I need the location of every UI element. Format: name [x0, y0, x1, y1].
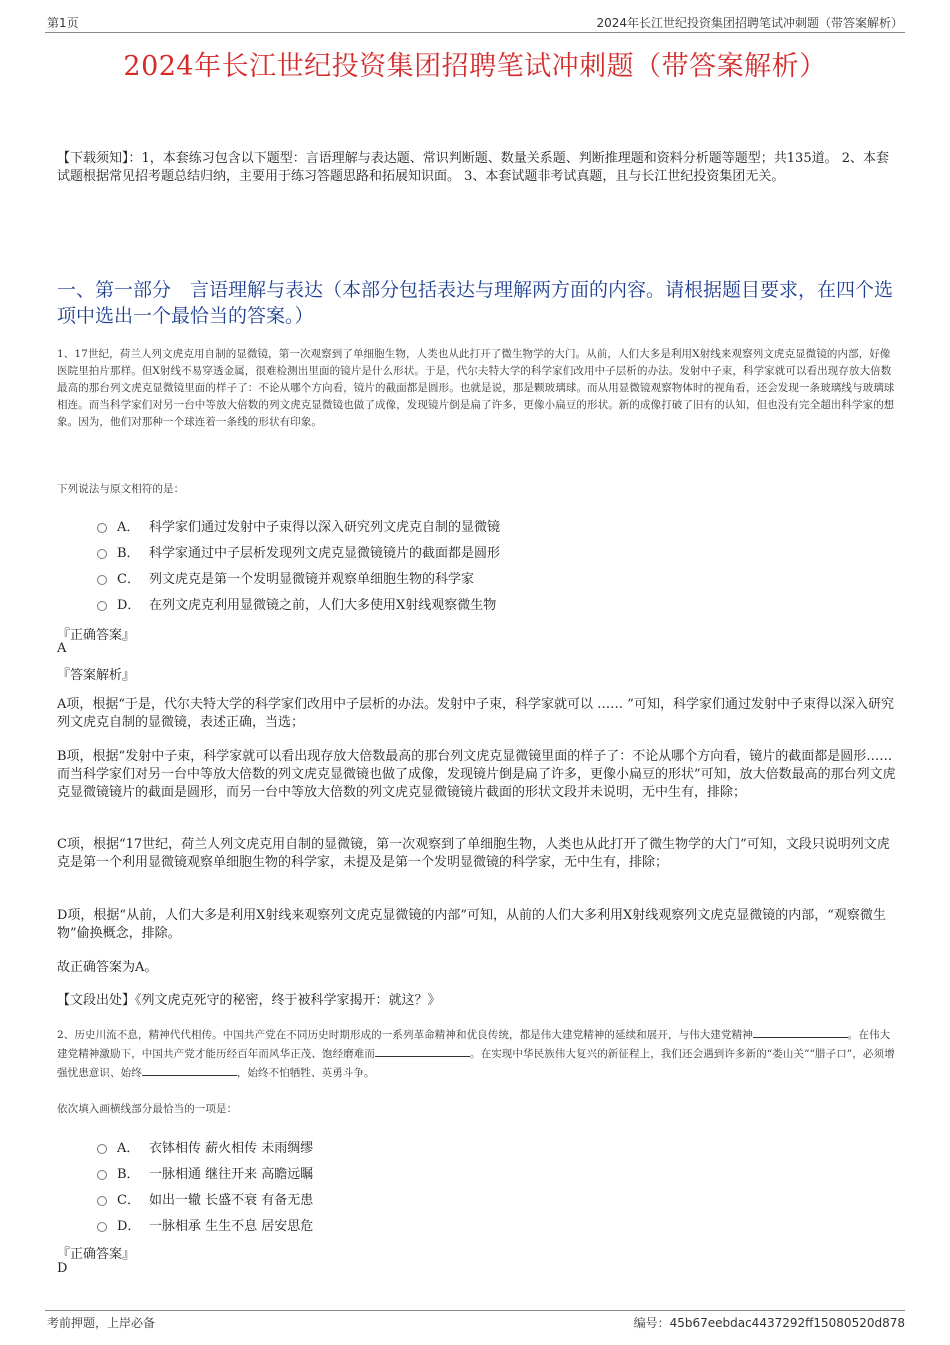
footer-slogan: 考前押题，上岸必备	[47, 1316, 156, 1330]
option-text: 列文虎克是第一个发明显微镜并观察单细胞生物的科学家	[149, 572, 475, 587]
q1-analysis-c: C项，根据“17世纪，荷兰人列文虎克用自制的显微镜，第一次观察到了单细胞生物，人类也从此打开了微生物学的大门”可知，文段只说明列文虎克是第一个利用显微镜观察单细胞生物的科学家，未提及是第一个发明显微镜的科学家，无中生有，排除；	[57, 837, 890, 870]
radio-icon[interactable]	[97, 575, 107, 585]
q1-option-d[interactable]	[97, 594, 496, 613]
radio-icon[interactable]	[97, 601, 107, 611]
radio-icon[interactable]	[97, 523, 107, 533]
page-title: 2024年长江世纪投资集团招聘笔试冲刺题（带答案解析）	[123, 51, 827, 82]
q1-analysis-label: 『答案解析』	[57, 668, 136, 683]
footer-code-label: 编号：	[633, 1316, 670, 1330]
q2-prompt: 依次填入画横线部分最恰当的一项是：	[57, 1103, 238, 1115]
q2-option-d[interactable]	[97, 1215, 313, 1234]
q2-blank-2[interactable]	[375, 1044, 470, 1057]
q2-answer: D	[57, 1261, 68, 1276]
page-number: 第1页	[47, 16, 79, 30]
footer-code-value: 45b67eebdac4437292ff15080520d878	[669, 1316, 905, 1330]
q1-stem: 1、17世纪，荷兰人列文虎克用自制的显微镜，第一次观察到了单细胞生物，人类也从此打开了微生物学的大门。从前，人们大多是利用X射线来观察列文虎克显微镜的内部，好像医院里拍片那样。但X射线不易穿透金属，很难检测出里面的镜片是什么形状。于是，代尔夫特大学的科学家们改用中子层析的办法。发射中子束，科学家就可以看出现存放大倍数最高的那台列文虎克显微镜里面的样子了：不论从哪个方向看，镜片的截面都是圆形。也就是说，那是颗玻璃球。而从用显微镜观察物体时的视角看，还会发现一条玻璃线与玻璃球相连。而当科学家们对另一台中等放大倍数的列文虎克显微镜也做了成像，发现镜片倒是扁了许多，更像小扁豆的形状。新的成像打破了旧有的认知，但也没有完全超出科学家的想象。因为，他们对那种一个球连着一条线的形状有印象。	[57, 348, 895, 428]
option-text: 在列文虎克利用显微镜之前，人们大多使用X射线观察微生物	[149, 598, 497, 613]
option-text: 衣钵相传 薪火相传 未雨绸缪	[149, 1141, 314, 1156]
q1-option-a[interactable]	[97, 516, 500, 535]
option-letter: D．	[117, 1219, 141, 1234]
q1-conclusion: 故正确答案为A。	[57, 960, 158, 975]
footer-code	[634, 1314, 905, 1331]
q2-option-b[interactable]	[97, 1163, 313, 1182]
radio-icon[interactable]	[97, 1222, 107, 1232]
q2-stem-part3: 。在实现中华民族伟大复兴的新征程上，我们还会遇到许多新的“娄山关”“腊子口”，必须增强忧患意识、始终	[57, 1048, 895, 1079]
q2-option-a[interactable]	[97, 1137, 313, 1156]
running-title: 2024年长江世纪投资集团招聘笔试冲刺题（带答案解析）	[596, 16, 903, 30]
radio-icon[interactable]	[97, 549, 107, 559]
q1-answer: A	[57, 641, 67, 656]
footer-rule	[45, 1310, 905, 1311]
q1-analysis-a: A项，根据“于是，代尔夫特大学的科学家们改用中子层析的办法。发射中子束，科学家就可以 …… ”可知，科学家们通过发射中子束得以深入研究列文虎克自制的显微镜，表述正确，当选；	[57, 697, 894, 730]
option-text: 一脉相通 继往开来 高瞻远瞩	[149, 1167, 314, 1182]
option-letter: C．	[117, 1193, 140, 1208]
option-letter: B．	[117, 546, 140, 561]
section-heading: 一、第一部分 言语理解与表达（本部分包括表达与理解两方面的内容。请根据题目要求，在四个选项中选出一个最恰当的答案。）	[57, 279, 894, 327]
q2-stem	[57, 1025, 897, 1082]
radio-icon[interactable]	[97, 1144, 107, 1154]
q1-option-c[interactable]	[97, 568, 474, 587]
option-text: 科学家通过中子层析发现列文虎克显微镜镜片的截面都是圆形	[149, 546, 501, 561]
q2-stem-part1: 2、历史川流不息，精神代代相传。中国共产党在不同历史时期形成的一系列革命精神和优良传统，都是伟大建党精神的延续和展开，与伟大建党精神	[57, 1029, 753, 1041]
option-letter: C．	[117, 572, 140, 587]
q1-analysis-d: D项，根据“从前，人们大多是利用X射线来观察列文虎克显微镜的内部”可知，从前的人们大多利用X射线观察列文虎克显微镜的内部，“观察微生物”偷换概念，排除。	[57, 908, 886, 941]
radio-icon[interactable]	[97, 1170, 107, 1180]
q2-stem-part2: 。在伟大建党精神激励下，中国共产党才能历经百年而风华正茂、饱经磨难而	[57, 1029, 891, 1060]
option-text: 一脉相承 生生不息 居安思危	[149, 1219, 314, 1234]
q1-prompt: 下列说法与原文相符的是：	[57, 483, 185, 495]
q1-answer-label: 『正确答案』	[57, 628, 136, 643]
download-notice: 【下载须知】：1，本套练习包含以下题型：言语理解与表达题、常识判断题、数量关系题、判断推理题和资料分析题等题型；共135道。 2、本套试题根据常见招考题总结归纳，主要用于练习答题思路和拓展知识面。 3、本套试题非考试真题，且与长江世纪投资集团无关。	[57, 151, 889, 184]
q2-option-c[interactable]	[97, 1189, 313, 1208]
header-rule	[45, 32, 905, 33]
q2-blank-1[interactable]	[753, 1025, 848, 1038]
radio-icon[interactable]	[97, 1196, 107, 1206]
option-letter: B．	[117, 1167, 140, 1182]
q2-blank-3[interactable]	[142, 1063, 237, 1076]
q2-answer-label: 『正确答案』	[57, 1247, 136, 1262]
q1-source: 【文段出处】《列文虎克死守的秘密，终于被科学家揭开：就这？》	[57, 993, 441, 1008]
option-letter: D．	[117, 598, 141, 613]
q2-stem-part4: ，始终不怕牺牲、英勇斗争。	[236, 1067, 375, 1079]
option-letter: A．	[117, 520, 140, 535]
q1-analysis-b: B项，根据“发射中子束，科学家就可以看出现存放大倍数最高的那台列文虎克显微镜里面的样子了：不论从哪个方向看，镜片的截面都是圆形……而当科学家们对另一台中等放大倍数的列文虎克显微镜也做了成像，发现镜片倒是扁了许多，更像小扁豆的形状”可知，放大倍数最高的那台列文虎克显微镜镜片的截面是圆形，而另一台中等放大倍数的列文虎克显微镜镜片截面的形状文段并未说明，无中生有，排除；	[57, 749, 896, 800]
q1-option-b[interactable]	[97, 542, 500, 561]
option-text: 科学家们通过发射中子束得以深入研究列文虎克自制的显微镜	[149, 520, 501, 535]
option-text: 如出一辙 长盛不衰 有备无患	[149, 1193, 314, 1208]
option-letter: A．	[117, 1141, 140, 1156]
